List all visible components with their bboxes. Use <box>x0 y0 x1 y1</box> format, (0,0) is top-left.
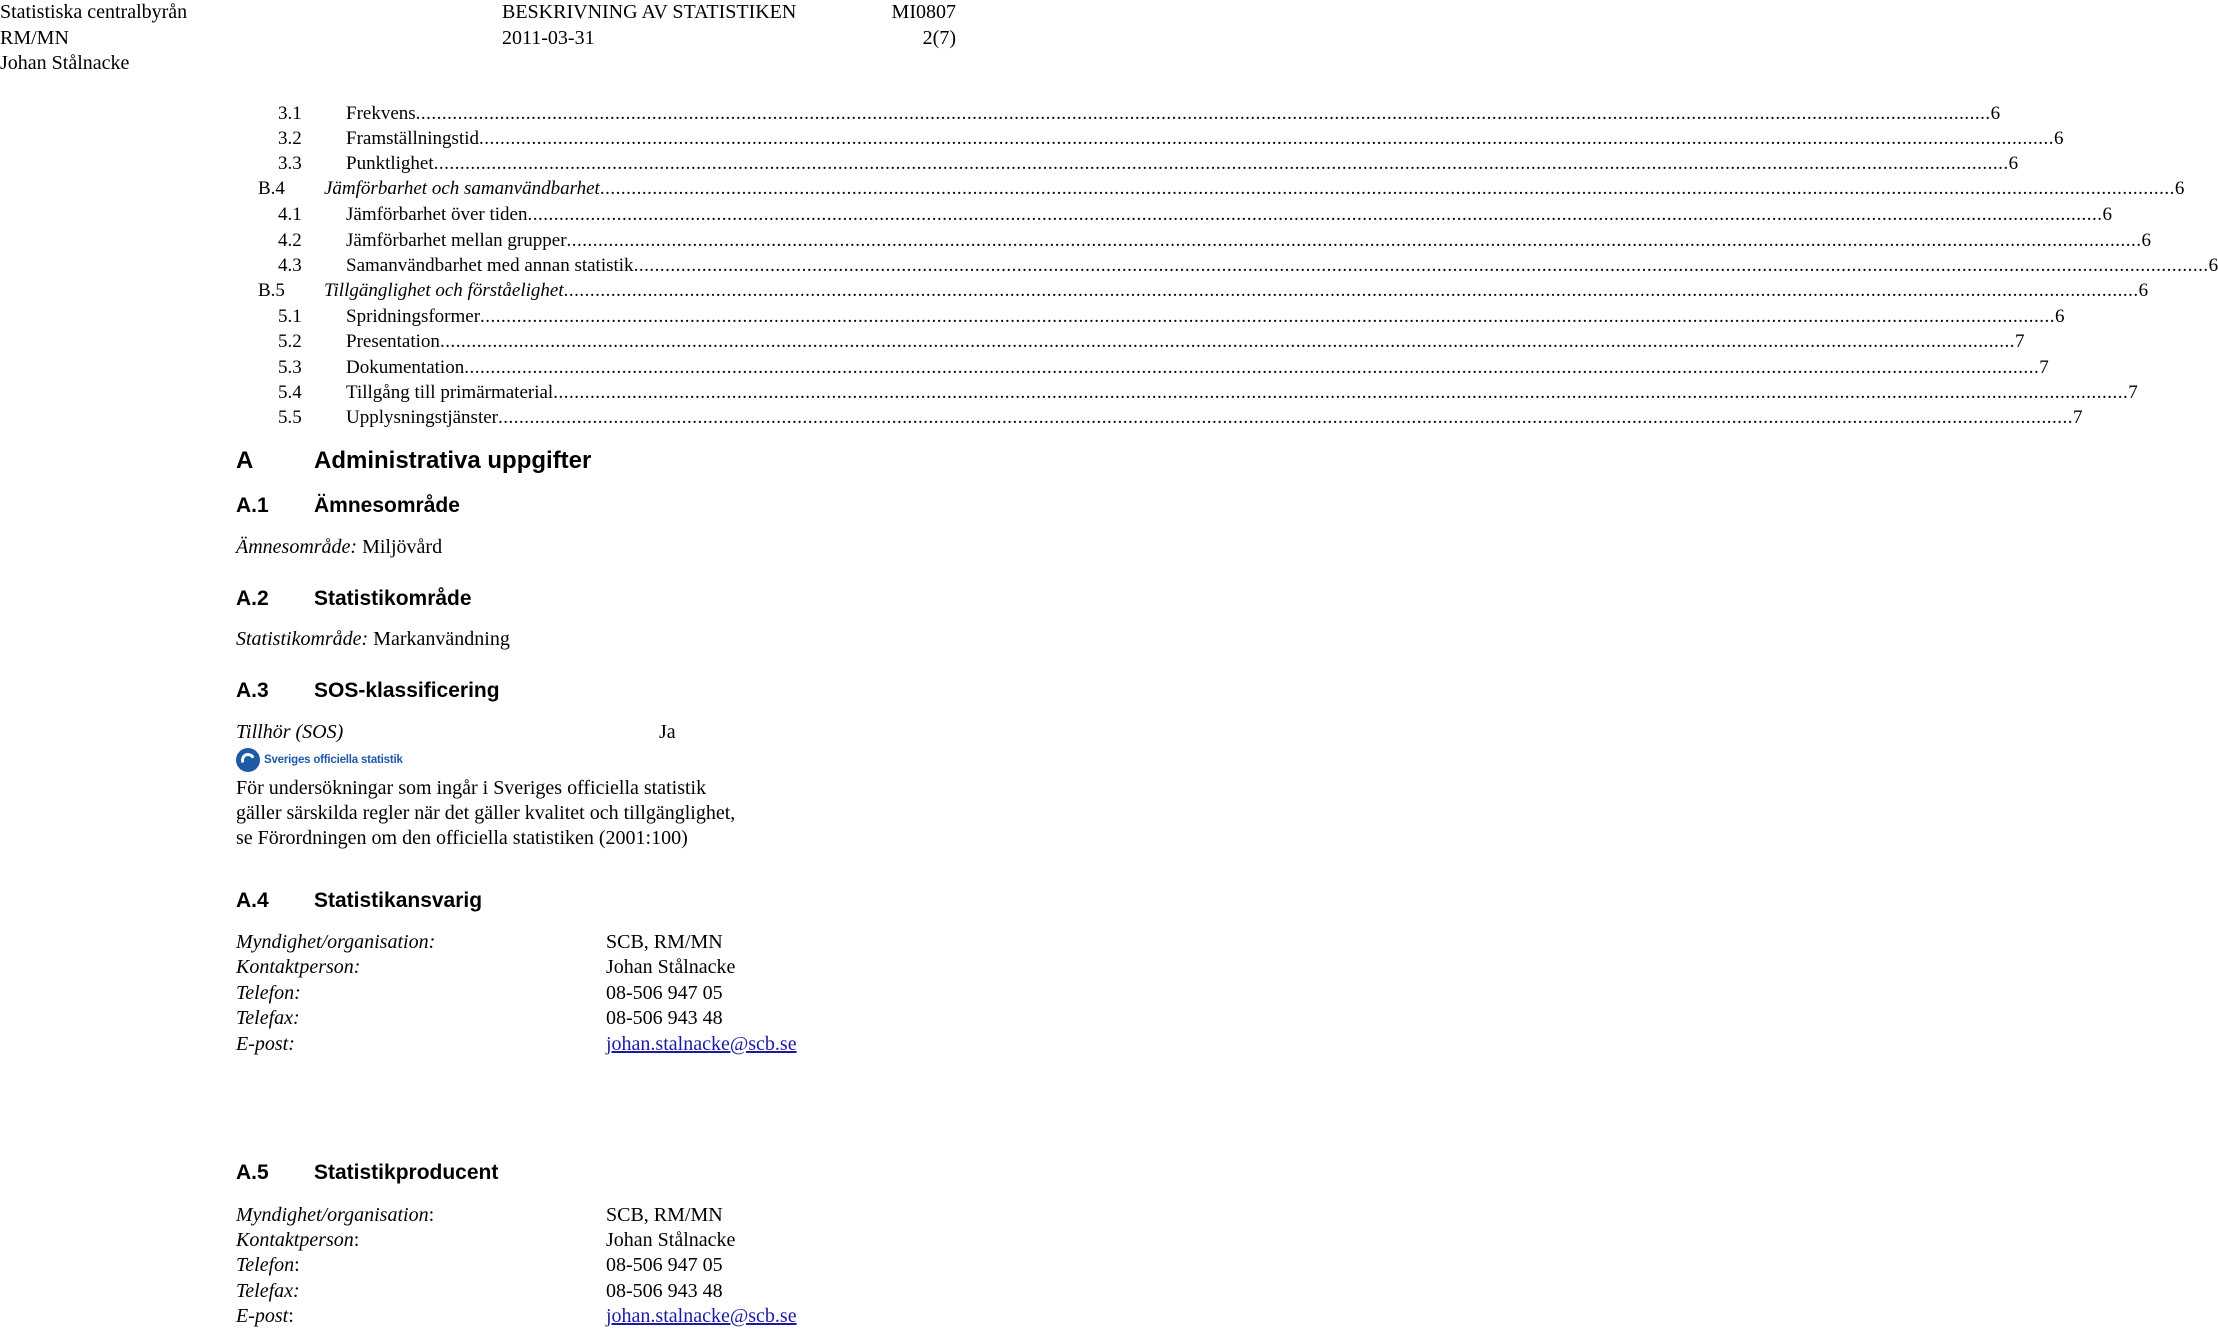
subsection-title: Statistikområde <box>314 587 472 610</box>
field-label: Telefon <box>236 1254 295 1276</box>
toc-number: 5.5 <box>278 407 302 428</box>
sos-paragraph-line: se Förordningen om den officiella statistiken (2001:100) <box>236 827 688 849</box>
field-value: 08-506 947 05 <box>606 1254 723 1276</box>
toc-leader: ............................................................................................................................................................................................................................................................................................................ <box>479 128 2054 149</box>
toc-number: 5.3 <box>278 357 302 378</box>
toc-title: Frekvens <box>346 103 416 124</box>
field-label: Statistikområde: <box>236 628 369 650</box>
toc-leader: ............................................................................................................................................................................................................................................................................................................ <box>553 382 2129 403</box>
header-doc-title: BESKRIVNING AV STATISTIKEN <box>502 1 797 23</box>
field-value: Ja <box>659 721 676 743</box>
toc-leader: ............................................................................................................................................................................................................................................................................................................ <box>439 331 2015 352</box>
toc-title: Dokumentation <box>346 357 465 378</box>
toc-entry[interactable] <box>278 355 2049 380</box>
field-label: Kontaktperson <box>236 1229 354 1251</box>
toc-number: 5.4 <box>278 382 302 403</box>
toc-leader: ............................................................................................................................................................................................................................................................................................................ <box>563 280 2139 301</box>
contact-row: Telefon: <box>236 1254 300 1276</box>
toc-page: 6 <box>2008 153 2019 174</box>
sos-logo-icon <box>236 748 260 772</box>
toc-title: Punktlighet <box>346 153 434 174</box>
toc-page: 7 <box>2039 357 2049 378</box>
header-page-number: 2(7) <box>922 27 956 49</box>
header-org: Statistiska centralbyrån <box>0 1 188 23</box>
subsection-number: A.4 <box>236 889 269 912</box>
toc-page: 6 <box>1990 103 2001 124</box>
sos-logo <box>236 747 411 773</box>
toc-entry[interactable] <box>278 304 2065 329</box>
toc-number: 4.3 <box>278 255 302 276</box>
subsection-title: Statistikansvarig <box>314 889 483 912</box>
field-label: Tillhör (SOS) <box>236 721 344 743</box>
toc-page: 6 <box>2138 280 2149 301</box>
toc-leader: ............................................................................................................................................................................................................................................................................................................ <box>599 178 2175 199</box>
toc-leader: ............................................................................................................................................................................................................................................................................................................ <box>480 306 2056 327</box>
toc-entry[interactable] <box>278 329 2025 354</box>
statistics-area-line <box>236 627 510 652</box>
toc-number: 4.1 <box>278 204 302 225</box>
toc-page: 7 <box>2128 382 2138 403</box>
toc-number: 5.2 <box>278 331 302 352</box>
toc-page: 6 <box>2054 128 2064 149</box>
subject-area-line <box>236 535 442 560</box>
toc-number: 3.1 <box>278 103 302 124</box>
contact-row: Myndighet/organisation: <box>236 1204 435 1226</box>
toc-entry[interactable] <box>278 126 2064 151</box>
field-value: Markanvändning <box>373 628 510 650</box>
contact-row: Kontaktperson: <box>236 1229 360 1251</box>
toc-entry[interactable] <box>258 278 2149 303</box>
field-label: Kontaktperson: <box>236 956 361 978</box>
section-number: A <box>236 447 254 474</box>
toc-entry[interactable] <box>278 202 2112 227</box>
toc-title: Upplysningstjänster <box>346 407 498 428</box>
sos-paragraph-line: För undersökningar som ingår i Sveriges officiella statistik <box>236 777 707 799</box>
toc-number: 4.2 <box>278 230 302 251</box>
toc-page: 6 <box>2102 204 2112 225</box>
field-value: 08-506 943 48 <box>606 1280 723 1302</box>
toc-entry[interactable] <box>278 151 2019 176</box>
header-date: 2011-03-31 <box>502 27 595 49</box>
field-value: SCB, RM/MN <box>606 931 723 953</box>
field-label: E-post <box>236 1305 289 1327</box>
subsection-number: A.3 <box>236 679 269 702</box>
field-value: Johan Stålnacke <box>606 1229 736 1251</box>
email-link[interactable]: johan.stalnacke@scb.se <box>606 1305 797 1327</box>
field-label: Telefon: <box>236 982 301 1004</box>
subsection-number: A.2 <box>236 587 269 610</box>
section-title: Administrativa uppgifter <box>314 447 592 474</box>
header-doc-code: MI0807 <box>891 1 956 23</box>
field-value: Johan Stålnacke <box>606 956 736 978</box>
toc-number: 3.2 <box>278 128 302 149</box>
toc-leader: ............................................................................................................................................................................................................................................................................................................ <box>527 204 2103 225</box>
toc-number: 5.1 <box>278 306 302 327</box>
toc-number: B.5 <box>258 280 285 301</box>
contact-row: E-post: <box>236 1305 294 1327</box>
toc-leader: ............................................................................................................................................................................................................................................................................................................ <box>498 407 2073 428</box>
field-label: E-post: <box>236 1033 295 1055</box>
toc-number: 3.3 <box>278 153 302 174</box>
toc-title: Presentation <box>346 331 440 352</box>
field-value: Miljövård <box>362 536 443 558</box>
toc-title: Jämförbarhet över tiden <box>346 204 528 225</box>
field-label: Ämnesområde: <box>236 536 358 558</box>
subsection-number: A.5 <box>236 1161 269 1184</box>
toc-title: Spridningsformer <box>346 306 481 327</box>
toc-title: Samanvändbarhet med annan statistik <box>346 255 634 276</box>
toc-entry[interactable] <box>278 380 2138 405</box>
subsection-title: Statistikproducent <box>314 1161 499 1184</box>
toc-page: 6 <box>2055 306 2065 327</box>
toc-title: Tillgänglighet och förståelighet <box>324 280 564 301</box>
toc-page: 6 <box>2174 178 2185 199</box>
field-value: 08-506 943 48 <box>606 1007 723 1029</box>
field-label: Myndighet/organisation <box>236 1204 429 1226</box>
toc-entry[interactable] <box>278 101 2001 126</box>
toc-entry[interactable] <box>278 405 2083 430</box>
toc-leader: ............................................................................................................................................................................................................................................................................................................ <box>566 230 2142 251</box>
subsection-number: A.1 <box>236 494 269 517</box>
toc-entry[interactable] <box>258 176 2185 201</box>
toc-page: 6 <box>2141 230 2152 251</box>
field-label: Myndighet/organisation: <box>236 931 436 953</box>
toc-entry[interactable] <box>278 228 2152 253</box>
toc-title: Tillgång till primärmaterial <box>346 382 554 403</box>
field-label: Telefax: <box>236 1007 300 1029</box>
toc-page: 7 <box>2073 407 2083 428</box>
field-value: 08-506 947 05 <box>606 982 723 1004</box>
toc-leader: ............................................................................................................................................................................................................................................................................................................ <box>464 357 2040 378</box>
toc-page: 6 <box>2208 255 2218 276</box>
field-value: SCB, RM/MN <box>606 1204 723 1226</box>
toc-leader: ............................................................................................................................................................................................................................................................................................................ <box>633 255 2209 276</box>
header-unit: RM/MN <box>0 27 69 49</box>
toc-page: 7 <box>2014 331 2025 352</box>
subsection-title: Ämnesområde <box>314 494 460 517</box>
toc-entry[interactable] <box>278 253 2218 278</box>
toc-title: Framställningstid <box>346 128 479 149</box>
email-link[interactable]: johan.stalnacke@scb.se <box>606 1033 797 1055</box>
header-author: Johan Stålnacke <box>0 52 130 74</box>
sos-logo-text: Sveriges officiella statistik <box>264 754 403 766</box>
toc-leader: ............................................................................................................................................................................................................................................................................................................ <box>415 103 1991 124</box>
subsection-title: SOS-klassificering <box>314 679 500 702</box>
toc-title: Jämförbarhet och samanvändbarhet <box>324 178 600 199</box>
field-label: Telefax: <box>236 1280 300 1302</box>
toc-number: B.4 <box>258 178 285 199</box>
toc-leader: ............................................................................................................................................................................................................................................................................................................ <box>433 153 2009 174</box>
toc-title: Jämförbarhet mellan grupper <box>346 230 567 251</box>
sos-paragraph-line: gäller särskilda regler när det gäller kvalitet och tillgänglighet, <box>236 802 736 824</box>
